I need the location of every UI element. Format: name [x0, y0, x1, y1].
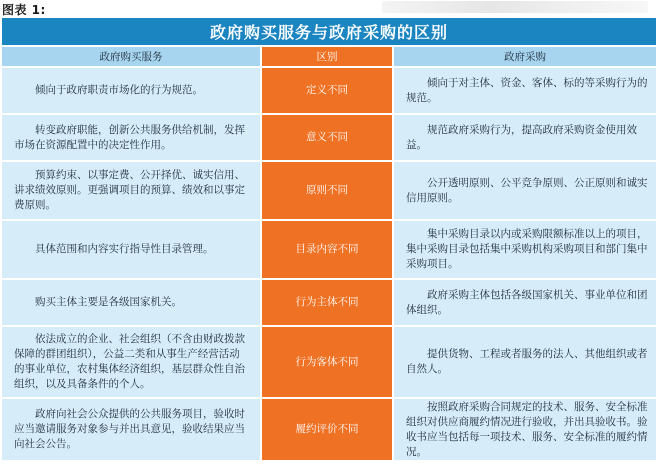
row-principle-right: [394, 162, 656, 219]
row-principle-left: [2, 162, 260, 219]
row-definition-left: [2, 68, 260, 113]
row-significance-left: [2, 115, 260, 160]
cell-text: 集中采购目录以内或采购限额标准以上的项目，集中采购目录包括集中采购机构采购项目和部门集中采购项目。: [406, 228, 648, 270]
difference-label: 履约评价不同: [295, 423, 359, 435]
cell-text: 倾向于对主体、资金、客体、标的等采购行为的规范。: [406, 76, 648, 104]
row-principle-difference: [262, 162, 392, 219]
cell-text: 倾向于政府职责市场化的行为规范。: [35, 84, 203, 96]
cell-text: 政府向社会公众提供的公共服务项目，验收时应当邀请服务对象参与并出具意见，验收结果应当向社会公告。: [14, 408, 245, 450]
row-subject-left: [2, 280, 260, 325]
cell-text: 政府采购主体包括各级国家机关、事业单位和团体组织。: [406, 288, 648, 316]
row-evaluation-right: [394, 399, 656, 460]
header-difference: 区别: [262, 47, 392, 66]
cell-text: 转变政府职能，创新公共服务供给机制，发挥市场在资源配置中的决定性作用。: [14, 123, 245, 151]
cell-text: 购买主体主要是各级国家机关。: [35, 296, 182, 308]
cell-text: 具体范围和内容实行指导性目录管理。: [35, 243, 214, 255]
header-government-procurement: 政府采购: [394, 47, 656, 66]
row-catalog-left: [2, 221, 260, 278]
difference-label: 定义不同: [306, 84, 348, 96]
table-title: 政府购买服务与政府采购的区别: [2, 18, 656, 45]
difference-label: 行为主体不同: [295, 296, 359, 308]
row-significance-right: [394, 115, 656, 160]
cell-text: 预算约束、以事定费、公开择优、诚实信用、讲求绩效原则。更强调项目的预算、绩效和以事定费原则。: [14, 169, 245, 211]
difference-label: 原则不同: [306, 184, 348, 196]
row-object-right: [394, 327, 656, 397]
row-subject-difference: [262, 280, 392, 325]
decorative-banner: [382, 1, 648, 13]
row-significance-difference: [262, 115, 392, 160]
difference-label: 目录内容不同: [295, 243, 359, 255]
row-definition-right: [394, 68, 656, 113]
row-definition-difference: [262, 68, 392, 113]
row-evaluation-difference: [262, 399, 392, 460]
header-government-service-purchase: 政府购买服务: [2, 47, 260, 66]
cell-text: 公开透明原则、公平竞争原则、公正原则和诚实信用原则。: [406, 176, 648, 204]
row-catalog-right: [394, 221, 656, 278]
row-evaluation-left: [2, 399, 260, 460]
cell-text: 规范政府采购行为，提高政府采购资金使用效益。: [406, 123, 637, 151]
cell-text: 依法成立的企业、社会组织（不含由财政拨款保障的群团组织），公益二类和从事生产经营活动的事业单位，农村集体经济组织，基层群众性自治组织，以及具备条件的个人。: [14, 333, 245, 390]
figure-label: 图表 1:: [2, 3, 46, 17]
comparison-table: [2, 47, 656, 466]
row-object-left: [2, 327, 260, 397]
row-object-difference: [262, 327, 392, 397]
row-catalog-difference: [262, 221, 392, 278]
cell-text: 按照政府采购合同规定的技术、服务、安全标准组织对供应商履约情况进行验收，并出具验收书。验收书应当包括每一项技术、服务、安全标准的履约情况。: [406, 400, 648, 458]
row-subject-right: [394, 280, 656, 325]
cell-text: 提供货物、工程或者服务的法人、其他组织或者自然人。: [406, 348, 648, 375]
difference-label: 行为客体不同: [295, 355, 359, 368]
difference-label: 意义不同: [306, 131, 348, 143]
